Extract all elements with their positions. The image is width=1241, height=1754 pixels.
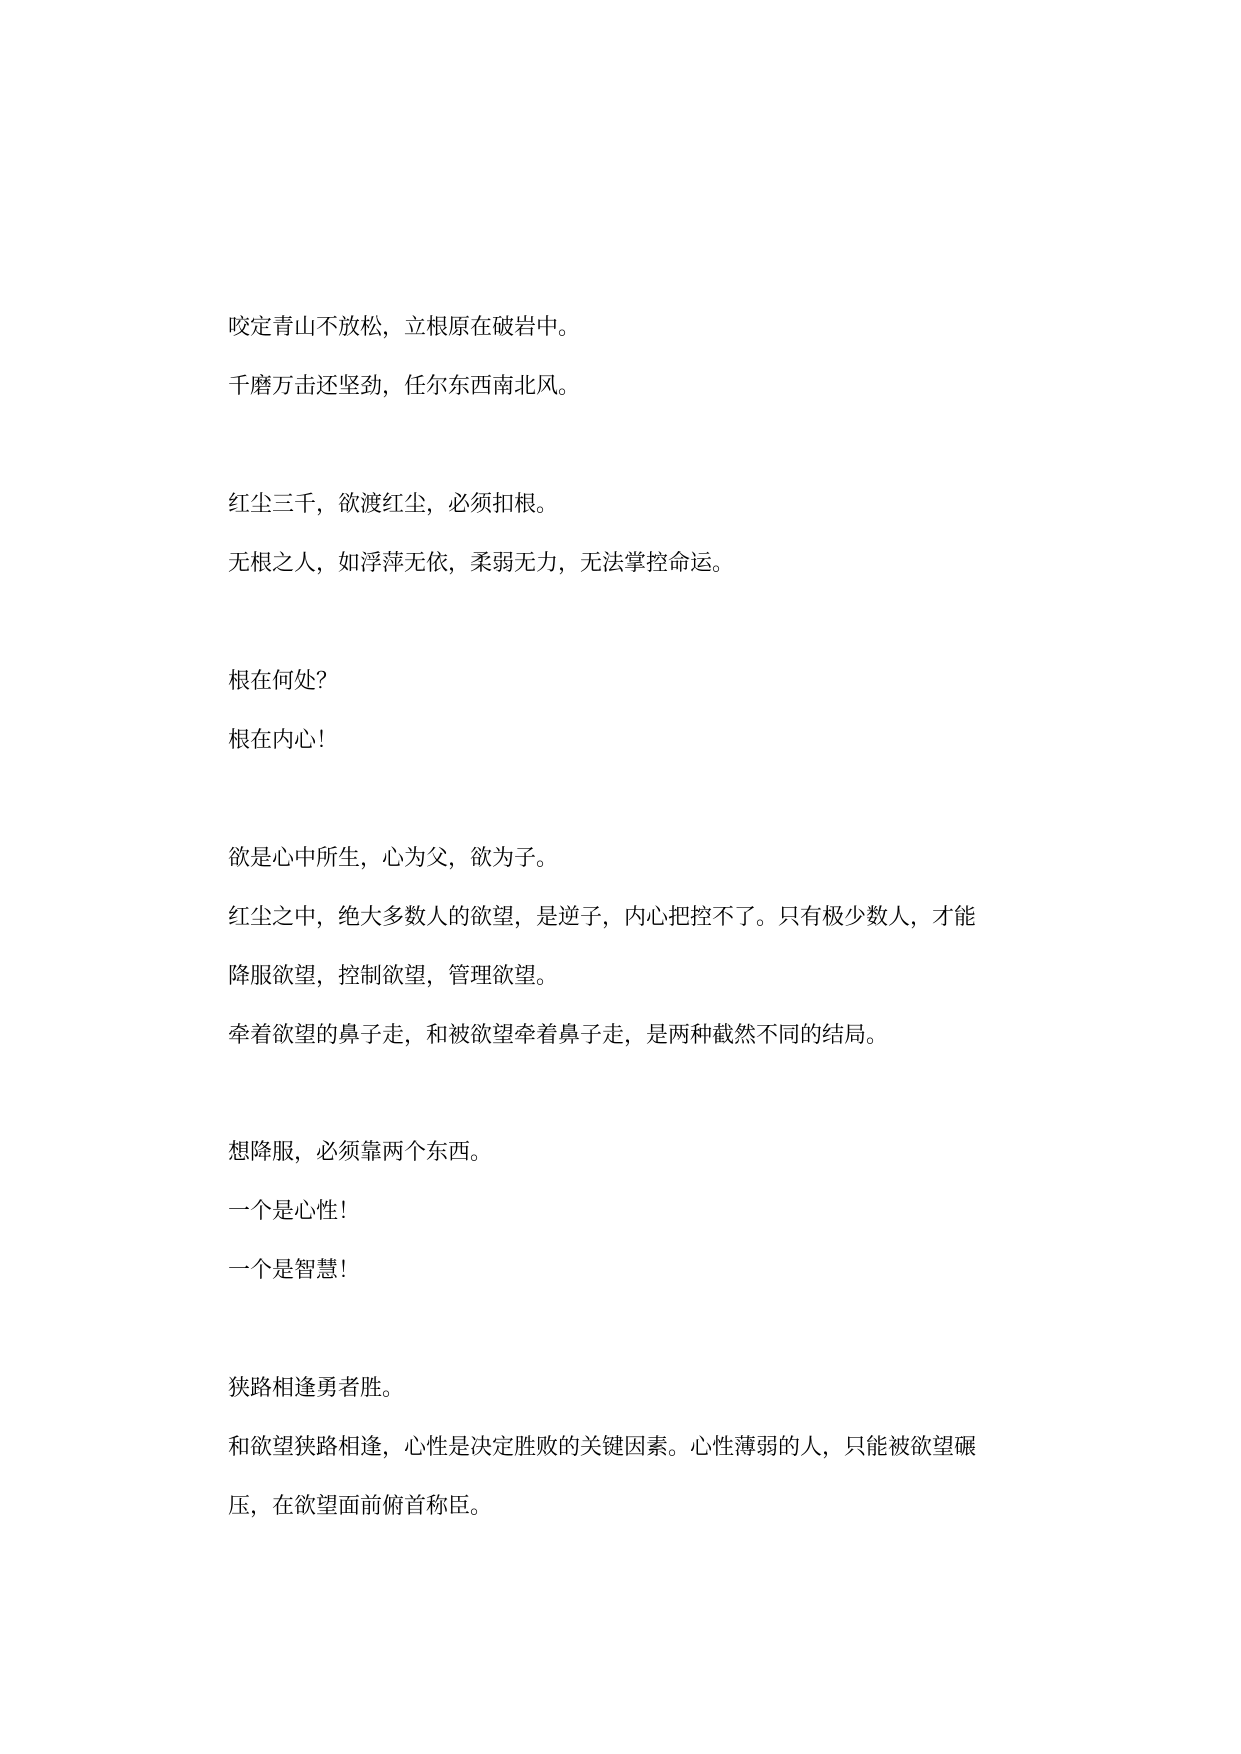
text-line: 红尘之中，绝大多数人的欲望，是逆子，内心把控不了。只有极少数人，才能 xyxy=(228,905,977,930)
text-line: 牵着欲望的鼻子走，和被欲望牵着鼻子走，是两种截然不同的结局。 xyxy=(228,1023,889,1048)
text-line: 压，在欲望面前俯首称臣。 xyxy=(228,1494,493,1519)
text-line: 千磨万击还坚劲，任尔东西南北风。 xyxy=(228,374,581,399)
text-line: 欲是心中所生，心为父，欲为子。 xyxy=(228,846,559,871)
text-line: 无根之人，如浮萍无依，柔弱无力，无法掌控命运。 xyxy=(228,551,735,576)
text-line: 想降服，必须靠两个东西。 xyxy=(228,1140,493,1165)
text-line: 咬定青山不放松，立根原在破岩中。 xyxy=(228,315,581,340)
text-line: 一个是心性！ xyxy=(228,1199,361,1224)
text-line: 狭路相逢勇者胜。 xyxy=(228,1376,405,1401)
text-line: 一个是智慧！ xyxy=(228,1258,361,1283)
text-line: 红尘三千，欲渡红尘，必须扣根。 xyxy=(228,492,559,517)
text-line: 降服欲望，控制欲望，管理欲望。 xyxy=(228,964,559,989)
text-line: 根在何处？ xyxy=(228,669,339,694)
text-line: 和欲望狭路相逢，心性是决定胜败的关键因素。心性薄弱的人，只能被欲望碾 xyxy=(228,1435,977,1460)
text-line: 根在内心！ xyxy=(228,728,339,753)
